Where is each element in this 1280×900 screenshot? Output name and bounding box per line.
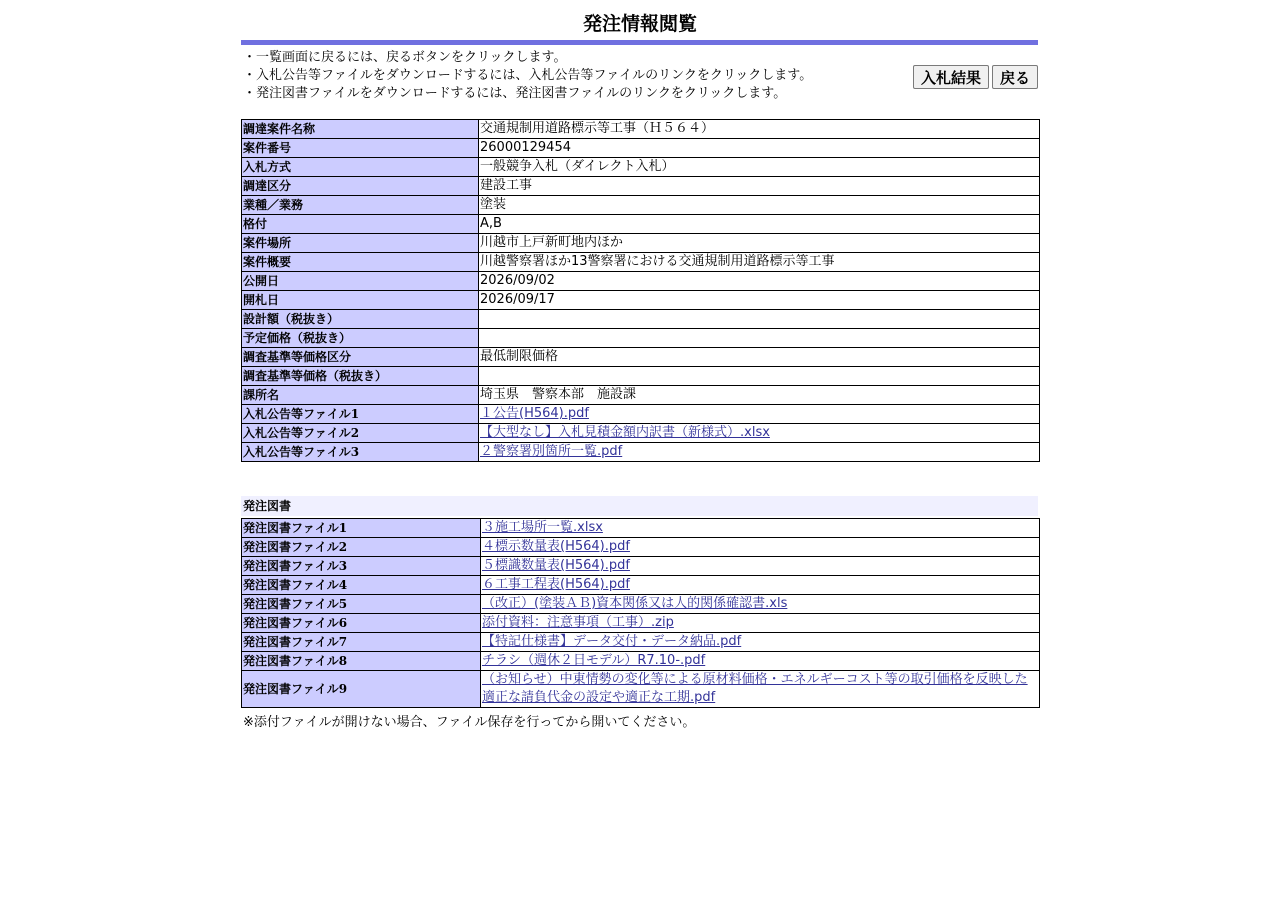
row-value: 川越警察署ほか13警察署における交通規制用道路標示等工事 xyxy=(479,253,1040,272)
table-row xyxy=(242,158,1040,177)
table-row xyxy=(242,519,1040,538)
file-link[interactable]: ５標識数量表(H564).pdf xyxy=(482,558,630,573)
row-label: 案件場所 xyxy=(242,234,479,253)
row-value xyxy=(479,329,1040,348)
file-link[interactable]: チラシ（週休２日モデル）R7.10-.pdf xyxy=(482,653,706,668)
drawings-section-title: 発注図書 xyxy=(241,496,1038,516)
row-value xyxy=(481,633,1040,652)
row-label: 格付 xyxy=(242,215,479,234)
row-value xyxy=(479,424,1040,443)
file-link[interactable]: 添付資料：注意事項（工事）.zip xyxy=(482,615,674,630)
row-label: 入札公告等ファイル3 xyxy=(242,443,479,462)
row-label: 業種／業務 xyxy=(242,196,479,215)
details-table xyxy=(241,119,1040,462)
file-link[interactable]: ３施工場所一覧.xlsx xyxy=(482,520,603,535)
file-link[interactable]: （改正）(塗装ＡＢ)資本関係又は人的関係確認書.xls xyxy=(482,596,788,611)
row-label: 発注図書ファイル1 xyxy=(242,519,481,538)
row-value xyxy=(481,576,1040,595)
instructions-area xyxy=(241,49,1039,119)
file-link[interactable]: ２警察署別箇所一覧.pdf xyxy=(480,444,623,459)
row-label: 発注図書ファイル7 xyxy=(242,633,481,652)
row-value: 川越市上戸新町地内ほか xyxy=(479,234,1040,253)
row-label: 発注図書ファイル9 xyxy=(242,671,481,708)
table-row xyxy=(242,633,1040,652)
row-value: A,B xyxy=(479,215,1040,234)
row-value: 一般競争入札（ダイレクト入札） xyxy=(479,158,1040,177)
table-row xyxy=(242,424,1040,443)
row-value: 2026/09/02 xyxy=(479,272,1040,291)
row-label: 発注図書ファイル3 xyxy=(242,557,481,576)
row-value xyxy=(481,538,1040,557)
row-value xyxy=(479,443,1040,462)
table-row xyxy=(242,215,1040,234)
row-value xyxy=(481,595,1040,614)
row-label: 入札公告等ファイル2 xyxy=(242,424,479,443)
row-label: 発注図書ファイル5 xyxy=(242,595,481,614)
row-label: 案件概要 xyxy=(242,253,479,272)
row-value xyxy=(481,671,1040,708)
row-label: 発注図書ファイル6 xyxy=(242,614,481,633)
table-row xyxy=(242,139,1040,158)
table-row xyxy=(242,443,1040,462)
file-link[interactable]: （お知らせ）中東情勢の変化等による原材料価格・エネルギーコスト等の取引価格を反映した適正な請負代金の設定や適正な工期.pdf xyxy=(482,672,1028,705)
table-row xyxy=(242,120,1040,139)
table-row xyxy=(242,329,1040,348)
instruction-item: ・入札公告等ファイルをダウンロードするには、入札公告等ファイルのリンクをクリックします。 xyxy=(243,68,813,83)
file-link[interactable]: １公告(H564).pdf xyxy=(480,406,589,421)
row-value xyxy=(479,367,1040,386)
row-label: 設計額（税抜き） xyxy=(242,310,479,329)
row-label: 発注図書ファイル8 xyxy=(242,652,481,671)
table-row xyxy=(242,614,1040,633)
row-label: 公開日 xyxy=(242,272,479,291)
table-row xyxy=(242,652,1040,671)
table-row xyxy=(242,348,1040,367)
row-value xyxy=(481,614,1040,633)
row-value xyxy=(481,557,1040,576)
page-container xyxy=(241,0,1039,730)
row-label: 開札日 xyxy=(242,291,479,310)
row-label: 課所名 xyxy=(242,386,479,405)
table-row xyxy=(242,253,1040,272)
table-row xyxy=(242,272,1040,291)
file-link[interactable]: 【大型なし】入札見積金額内訳書（新様式）.xlsx xyxy=(480,425,770,440)
row-label: 案件番号 xyxy=(242,139,479,158)
file-link[interactable]: 【特記仕様書】データ交付・データ納品.pdf xyxy=(482,634,742,649)
table-row xyxy=(242,234,1040,253)
table-row xyxy=(242,196,1040,215)
table-row xyxy=(242,405,1040,424)
back-button[interactable]: 戻る xyxy=(992,65,1038,89)
row-label: 入札公告等ファイル1 xyxy=(242,405,479,424)
table-row xyxy=(242,671,1040,708)
page-title: 発注情報閲覧 xyxy=(582,13,697,35)
row-value: 交通規制用道路標示等工事（Ｈ５６４） xyxy=(479,120,1040,139)
row-label: 入札方式 xyxy=(242,158,479,177)
row-value xyxy=(481,519,1040,538)
drawings-table xyxy=(241,518,1040,708)
row-value: 26000129454 xyxy=(479,139,1040,158)
table-row xyxy=(242,291,1040,310)
row-value: 塗装 xyxy=(479,196,1040,215)
instruction-item: ・発注図書ファイルをダウンロードするには、発注図書ファイルのリンクをクリックします。 xyxy=(243,86,787,101)
row-value: 埼玉県 警察本部 施設課 xyxy=(479,386,1040,405)
table-row xyxy=(242,367,1040,386)
file-link[interactable]: ４標示数量表(H564).pdf xyxy=(482,539,630,554)
table-row xyxy=(242,386,1040,405)
table-row xyxy=(242,557,1040,576)
row-value xyxy=(479,405,1040,424)
row-label: 予定価格（税抜き） xyxy=(242,329,479,348)
row-value xyxy=(479,310,1040,329)
instruction-item: ・一覧画面に戻るには、戻るボタンをクリックします。 xyxy=(243,50,567,65)
row-value: 建設工事 xyxy=(479,177,1040,196)
row-label: 発注図書ファイル2 xyxy=(242,538,481,557)
row-value: 最低制限価格 xyxy=(479,348,1040,367)
row-value xyxy=(481,652,1040,671)
table-row xyxy=(242,177,1040,196)
row-label: 調達区分 xyxy=(242,177,479,196)
footer-note: ※添付ファイルが開けない場合、ファイル保存を行ってから開いてください。 xyxy=(243,715,696,730)
table-row xyxy=(242,576,1040,595)
row-value: 2026/09/17 xyxy=(479,291,1040,310)
row-label: 発注図書ファイル4 xyxy=(242,576,481,595)
title-divider xyxy=(241,40,1038,45)
row-label: 調査基準等価格（税抜き） xyxy=(242,367,479,386)
row-label: 調査基準等価格区分 xyxy=(242,348,479,367)
file-link[interactable]: ６工事工程表(H564).pdf xyxy=(482,577,630,592)
action-buttons xyxy=(913,65,1038,89)
table-row xyxy=(242,595,1040,614)
row-label: 調達案件名称 xyxy=(242,120,479,139)
bid-result-button[interactable]: 入札結果 xyxy=(913,65,989,89)
table-row xyxy=(242,310,1040,329)
table-row xyxy=(242,538,1040,557)
